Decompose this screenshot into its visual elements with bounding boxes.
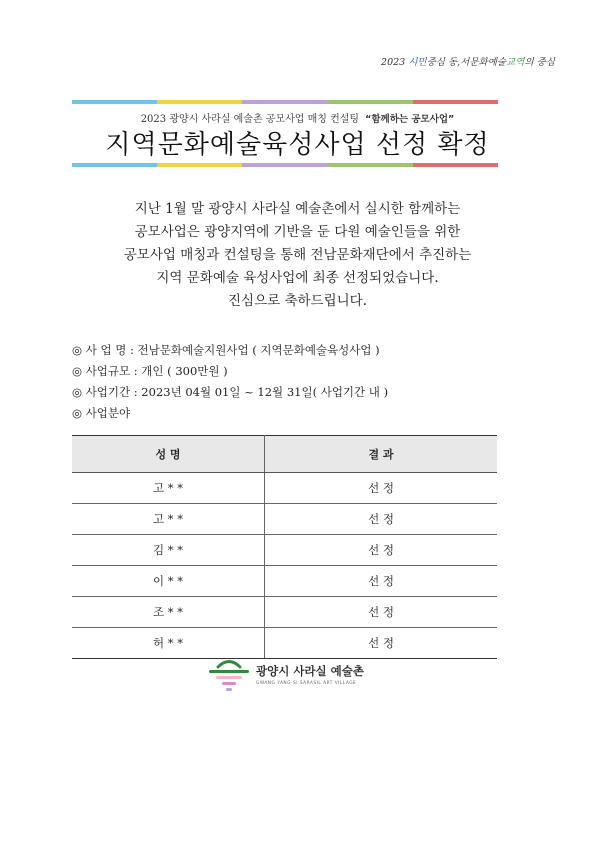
logo-name-korean: 광양시 사라실 예술촌	[256, 663, 364, 678]
table-row	[72, 535, 497, 566]
tagline-mid-text: 중심 동,서문화예술	[426, 57, 507, 68]
project-info-list	[72, 340, 512, 424]
body-line: 지난 1월 말 광양시 사라실 예술촌에서 실시한 함께하는	[134, 201, 461, 217]
color-segment	[242, 163, 327, 167]
table-row	[72, 597, 497, 628]
tagline-blue-text: 시민	[408, 57, 427, 68]
cell-result: 선 정	[265, 597, 498, 628]
tagline-green-text: 교역	[506, 57, 525, 68]
top-color-bar	[72, 100, 498, 104]
color-segment	[157, 163, 242, 167]
color-segment	[242, 100, 327, 104]
tagline-suffix: 의 중심	[524, 57, 555, 68]
color-segment	[413, 163, 498, 167]
cell-name: 이 * *	[72, 566, 265, 597]
color-segment	[328, 100, 413, 104]
color-segment	[413, 100, 498, 104]
header-name: 성 명	[72, 436, 265, 473]
color-segment	[72, 100, 157, 104]
cell-result: 선 정	[265, 566, 498, 597]
bottom-color-bar	[72, 163, 498, 167]
header-result: 결 과	[265, 436, 498, 473]
cell-result: 선 정	[265, 535, 498, 566]
cell-result: 선 정	[265, 504, 498, 535]
results-table	[72, 435, 497, 659]
info-project-scale: ◎ 사업규모 : 개인 ( 300만원 )	[72, 364, 228, 378]
cell-result: 선 정	[265, 628, 498, 659]
table-header-row	[72, 436, 497, 473]
cell-name: 허 * *	[72, 628, 265, 659]
subtitle	[0, 110, 595, 125]
cell-result: 선 정	[265, 473, 498, 504]
header-tagline	[381, 54, 555, 68]
info-project-name: ◎ 사 업 명 : 전남문화예술지원사업 ( 지역문화예술육성사업 )	[72, 343, 380, 357]
cell-name: 조 * *	[72, 597, 265, 628]
logo-name-english: GWANG YANG-SI SARASIL ART VILLAGE	[256, 680, 357, 686]
body-line: 공모사업 매칭과 컨설팅을 통해 전남문화재단에서 추진하는	[123, 247, 472, 263]
announcement-body	[60, 198, 535, 313]
tagline-prefix: 2023	[381, 57, 409, 68]
color-segment	[72, 163, 157, 167]
cell-name: 김 * *	[72, 535, 265, 566]
body-line: 지역 문화예술 육성사업에 최종 선정되었습니다.	[156, 270, 439, 286]
table-row	[72, 566, 497, 597]
body-line: 진심으로 축하드립니다.	[228, 293, 367, 309]
table-row	[72, 473, 497, 504]
cell-name: 고 * *	[72, 504, 265, 535]
organization-logo	[208, 654, 388, 694]
info-project-field: ◎ 사업분야	[72, 406, 131, 420]
color-segment	[328, 163, 413, 167]
color-segment	[157, 100, 242, 104]
subtitle-text: 2023 광양시 사라실 예술촌 공모사업 매칭 컨설팅	[140, 114, 360, 125]
subtitle-emphasis: “함께하는 공모사업”	[365, 114, 455, 125]
art-village-logo-icon	[208, 655, 250, 693]
body-line: 공모사업은 광양지역에 기반을 둔 다원 예술인들을 위한	[134, 224, 461, 240]
info-project-period: ◎ 사업기간 : 2023년 04월 01일 ~ 12월 31일( 사업기간 내 )	[72, 385, 389, 399]
page-title: 지역문화예술육성사업 선정 확정	[105, 130, 490, 160]
cell-name: 고 * *	[72, 473, 265, 504]
table-row	[72, 504, 497, 535]
